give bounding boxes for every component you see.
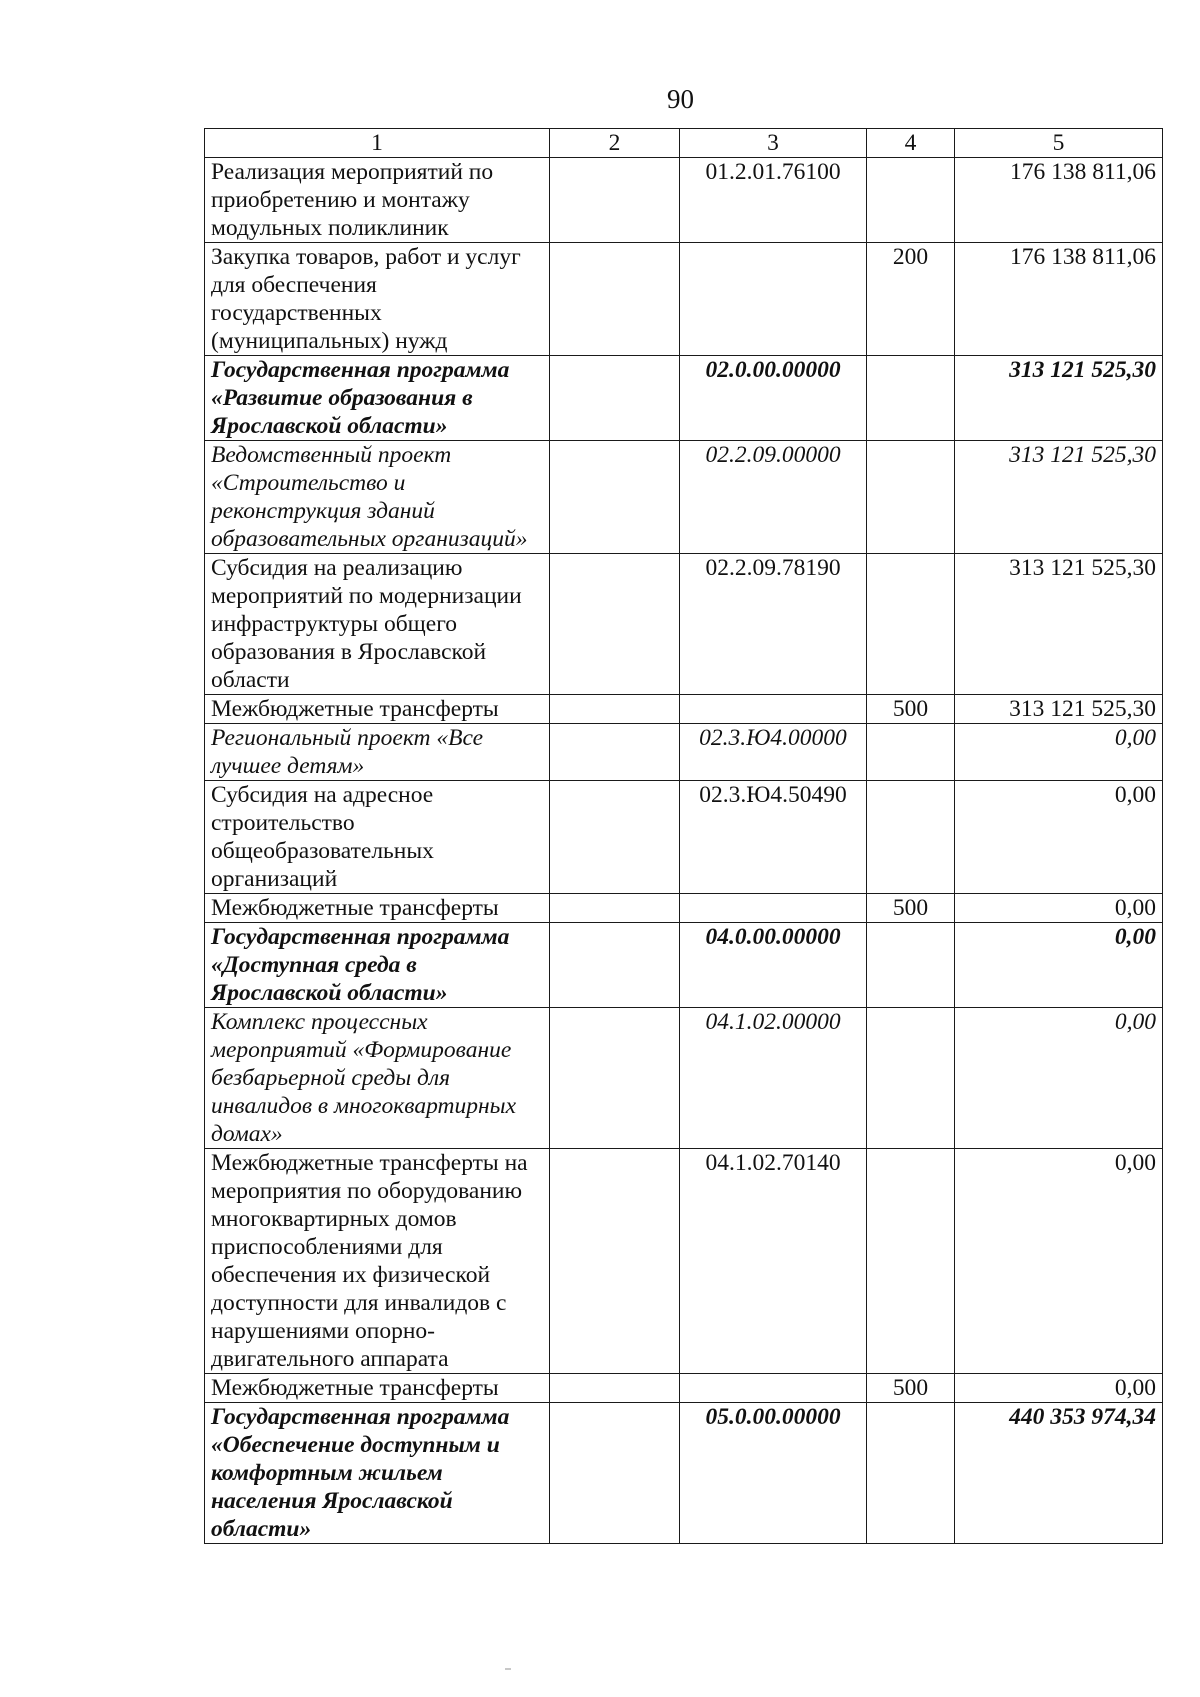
row-type-cell	[867, 554, 955, 695]
header-cell-2: 2	[550, 129, 680, 158]
row-amount-cell: 313 121 525,30	[955, 356, 1163, 441]
scan-mark	[505, 1668, 511, 1670]
table-row	[205, 894, 1163, 923]
row-col2-cell	[550, 894, 680, 923]
row-amount-cell: 176 138 811,06	[955, 243, 1163, 356]
row-type-cell: 200	[867, 243, 955, 356]
row-name-cell: Межбюджетные трансферты	[205, 695, 550, 724]
header-cell-3: 3	[680, 129, 867, 158]
row-amount-cell: 176 138 811,06	[955, 158, 1163, 243]
page-number: 90	[667, 84, 694, 114]
row-col2-cell	[550, 781, 680, 894]
row-code-cell: 05.0.00.00000	[680, 1403, 867, 1544]
row-type-cell	[867, 781, 955, 894]
table-body	[205, 158, 1163, 1544]
row-name-cell: Межбюджетные трансферты	[205, 1374, 550, 1403]
row-col2-cell	[550, 1008, 680, 1149]
row-col2-cell	[550, 441, 680, 554]
row-code-cell: 04.1.02.70140	[680, 1149, 867, 1374]
row-name-cell: Государственная программа «Обеспечение доступным и комфортным жильем населения Ярославской области»	[205, 1403, 550, 1544]
row-name-cell: Комплекс процессных мероприятий «Формирование безбарьерной среды для инвалидов в многоквартирных домах»	[205, 1008, 550, 1149]
row-code-cell: 02.3.Ю4.50490	[680, 781, 867, 894]
row-code-cell: 02.0.00.00000	[680, 356, 867, 441]
row-code-cell: 02.2.09.00000	[680, 441, 867, 554]
row-amount-cell: 0,00	[955, 781, 1163, 894]
table-row	[205, 158, 1163, 243]
row-name-cell: Государственная программа «Развитие образования в Ярославской области»	[205, 356, 550, 441]
row-col2-cell	[550, 1403, 680, 1544]
row-name-cell: Закупка товаров, работ и услуг для обеспечения государственных (муниципальных) нужд	[205, 243, 550, 356]
row-type-cell	[867, 1008, 955, 1149]
row-code-cell	[680, 1374, 867, 1403]
row-col2-cell	[550, 724, 680, 781]
header-cell-4: 4	[867, 129, 955, 158]
table-row	[205, 243, 1163, 356]
row-amount-cell: 0,00	[955, 1008, 1163, 1149]
row-col2-cell	[550, 356, 680, 441]
row-col2-cell	[550, 1374, 680, 1403]
header-cell-5: 5	[955, 129, 1163, 158]
row-type-cell	[867, 1149, 955, 1374]
row-amount-cell: 0,00	[955, 894, 1163, 923]
row-code-cell: 01.2.01.76100	[680, 158, 867, 243]
row-amount-cell: 313 121 525,30	[955, 695, 1163, 724]
header-row	[205, 129, 1163, 158]
row-amount-cell: 313 121 525,30	[955, 554, 1163, 695]
row-col2-cell	[550, 243, 680, 356]
row-col2-cell	[550, 158, 680, 243]
row-amount-cell: 0,00	[955, 923, 1163, 1008]
row-name-cell: Межбюджетные трансферты	[205, 894, 550, 923]
table-row	[205, 1374, 1163, 1403]
row-type-cell	[867, 923, 955, 1008]
row-code-cell: 02.3.Ю4.00000	[680, 724, 867, 781]
header-cell-1: 1	[205, 129, 550, 158]
row-name-cell: Государственная программа «Доступная среда в Ярославской области»	[205, 923, 550, 1008]
row-col2-cell	[550, 554, 680, 695]
row-name-cell: Реализация мероприятий по приобретению и монтажу модульных поликлиник	[205, 158, 550, 243]
row-col2-cell	[550, 923, 680, 1008]
row-name-cell: Ведомственный проект «Строительство и реконструкция зданий образовательных организаций»	[205, 441, 550, 554]
table-row	[205, 554, 1163, 695]
row-type-cell	[867, 1403, 955, 1544]
table-row	[205, 1008, 1163, 1149]
table-row	[205, 695, 1163, 724]
table-row	[205, 781, 1163, 894]
row-code-cell: 04.1.02.00000	[680, 1008, 867, 1149]
row-name-cell: Межбюджетные трансферты на мероприятия по оборудованию многоквартирных домов приспособлениями для обеспечения их физической доступности для инвалидов с нарушениями опорно-двигательного аппарата	[205, 1149, 550, 1374]
row-amount-cell: 0,00	[955, 724, 1163, 781]
row-amount-cell: 313 121 525,30	[955, 441, 1163, 554]
row-type-cell	[867, 356, 955, 441]
row-type-cell: 500	[867, 1374, 955, 1403]
row-code-cell: 02.2.09.78190	[680, 554, 867, 695]
row-col2-cell	[550, 695, 680, 724]
table-row	[205, 356, 1163, 441]
table-row	[205, 724, 1163, 781]
table-row	[205, 923, 1163, 1008]
table-row	[205, 1149, 1163, 1374]
row-type-cell	[867, 158, 955, 243]
row-name-cell: Субсидия на адресное строительство общеобразовательных организаций	[205, 781, 550, 894]
row-col2-cell	[550, 1149, 680, 1374]
budget-table	[204, 128, 1163, 1544]
row-type-cell: 500	[867, 894, 955, 923]
row-amount-cell: 0,00	[955, 1374, 1163, 1403]
row-code-cell	[680, 695, 867, 724]
row-amount-cell: 440 353 974,34	[955, 1403, 1163, 1544]
row-code-cell: 04.0.00.00000	[680, 923, 867, 1008]
table-row	[205, 441, 1163, 554]
row-code-cell	[680, 243, 867, 356]
row-type-cell: 500	[867, 695, 955, 724]
table-row	[205, 1403, 1163, 1544]
row-code-cell	[680, 894, 867, 923]
row-type-cell	[867, 724, 955, 781]
row-amount-cell: 0,00	[955, 1149, 1163, 1374]
row-type-cell	[867, 441, 955, 554]
row-name-cell: Региональный проект «Все лучшее детям»	[205, 724, 550, 781]
row-name-cell: Субсидия на реализацию мероприятий по модернизации инфраструктуры общего образования в Ярославской области	[205, 554, 550, 695]
